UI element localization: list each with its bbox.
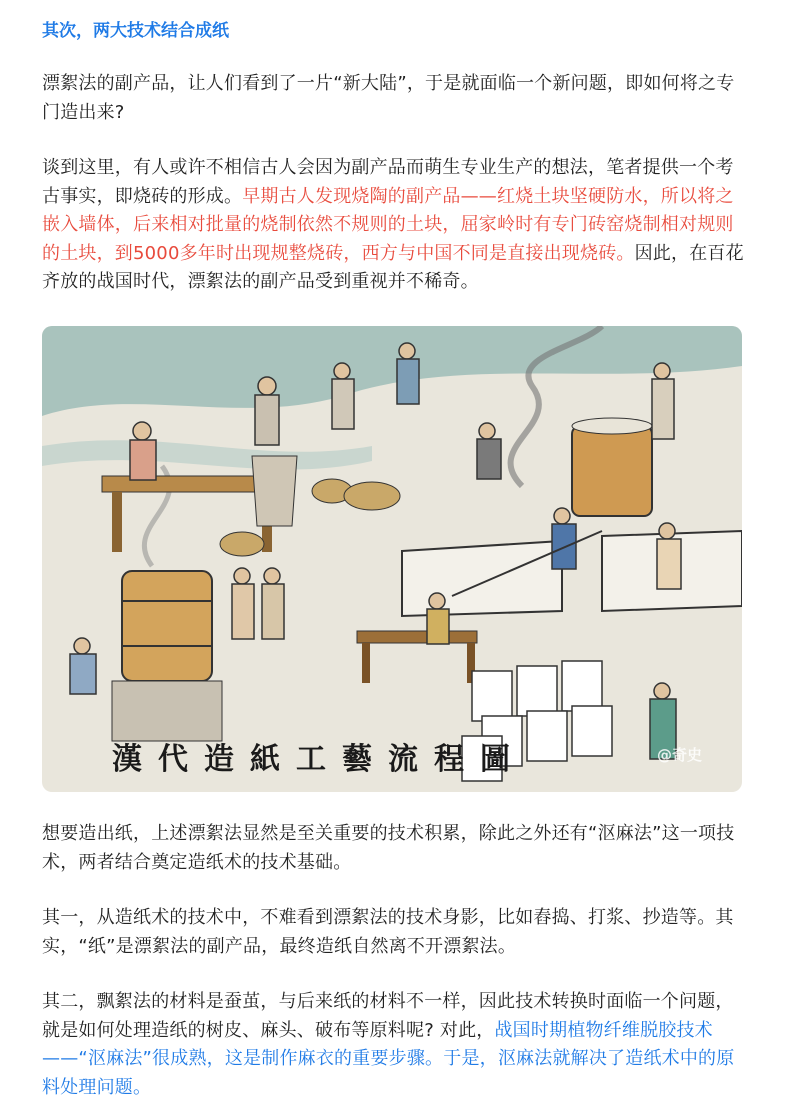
paragraph-2-text-end: 因此，在百花齐放的战国时代，漂絮法的副产品受到重视并不稀奇。	[42, 242, 744, 292]
paragraph-2	[42, 154, 748, 297]
section-heading: 其次，两大技术结合成纸	[42, 21, 229, 41]
paragraph-5-text: 其二，飘絮法的材料是蚕茧，与后来纸的材料不一样，因此技术转换时面临一个问题，就是如何处理造纸的树皮、麻头、破布等原料呢? 对此，	[42, 991, 734, 1041]
paragraph-2-highlight: 早期古人发现烧陶的副产品——红烧土块坚硬防水，所以将之嵌入墙体，后来相对批量的烧制依然不规则的土块，屈家岭时有专门砖窑烧制相对规则的土块，到5000多年时出现规整烧砖，西方与中国不同是直接出现烧砖。	[42, 185, 734, 264]
paragraph-1: 漂絮法的副产品，让人们看到了一片“新大陆”，于是就面临一个新问题，即如何将之专门造出来?	[42, 73, 735, 123]
paragraph-3: 想要造出纸，上述漂絮法显然是至关重要的技术积累，除此之外还有“沤麻法”这一项技术，两者结合奠定造纸术的技术基础。	[42, 823, 735, 873]
paragraph-5	[42, 988, 748, 1102]
illustration-figure	[42, 326, 742, 792]
watermark: @奇史	[656, 746, 702, 764]
figure-caption: 漢代造紙工藝流程圖	[112, 742, 526, 777]
papermaking-illustration	[42, 326, 742, 792]
paragraph-4: 其一，从造纸术的技术中，不难看到漂絮法的技术身影，比如舂捣、打浆、抄造等。其实，“纸”是漂絮法的副产品，最终造纸自然离不开漂絮法。	[42, 907, 734, 957]
paragraph-5-highlight: 战国时期植物纤维脱胶技术——“沤麻法”很成熟，这是制作麻衣的重要步骤。于是，沤麻法就解决了造纸术中的原料处理问题。	[42, 1019, 735, 1098]
paragraph-2-text: 谈到这里，有人或许不相信古人会因为副产品而萌生专业生产的想法，笔者提供一个考古事实，即烧砖的形成。	[42, 157, 734, 207]
